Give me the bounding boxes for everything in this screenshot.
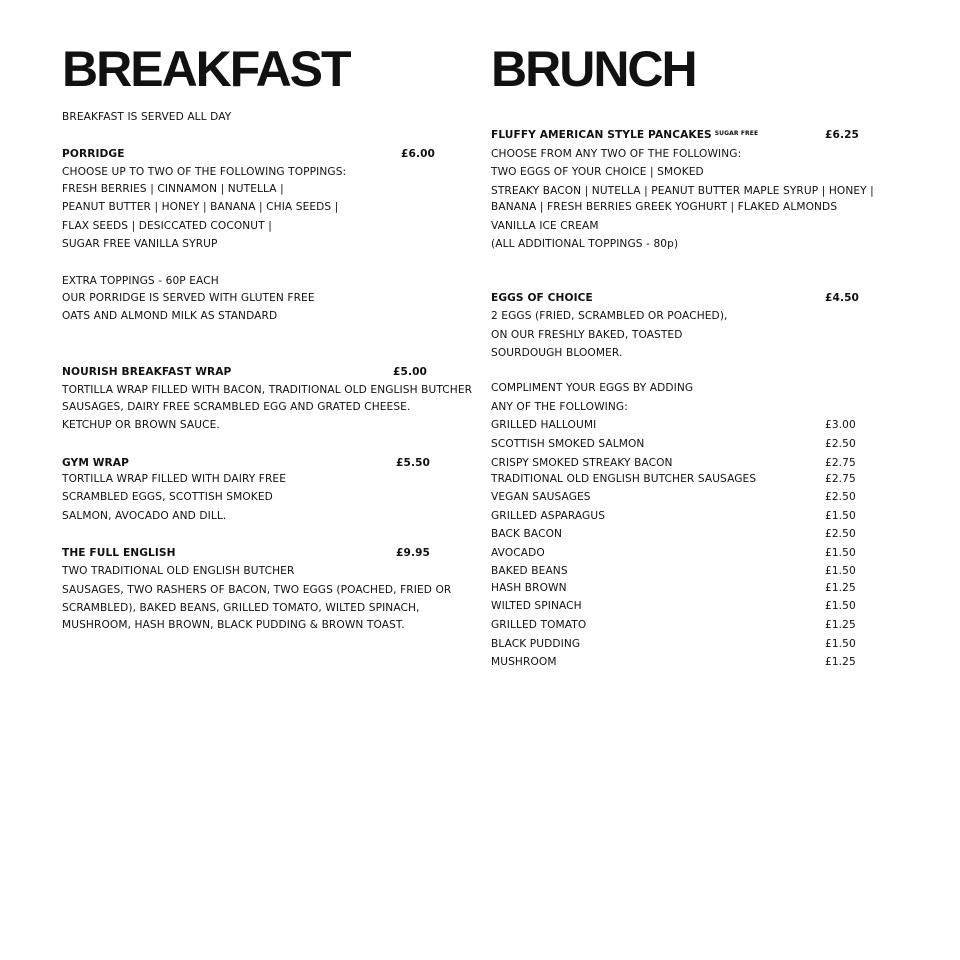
full-english-line: SCRAMBLED), BAKED BEANS, GRILLED TOMATO, WILTED SPINACH, [62,602,420,614]
pancakes-name: FLUFFY AMERICAN STYLE PANCAKES [491,129,712,141]
addon-price: £1.50 [825,565,856,577]
addon-name: WILTED SPINACH [491,600,582,612]
porridge-line: PEANUT BUTTER | HONEY | BANANA | CHIA SEEDS | [62,201,339,213]
addon-price: £1.50 [825,600,856,612]
pancakes-line: BANANA | FRESH BERRIES GREEK YOGHURT | FLAKED ALMONDS [491,201,838,213]
full-english-line: MUSHROOM, HASH BROWN, BLACK PUDDING & BROWN TOAST. [62,619,405,631]
porridge-extra: EXTRA TOPPINGS - 60P EACH [62,275,219,287]
full-english-name: THE FULL ENGLISH [62,547,176,559]
addon-price: £1.50 [825,510,856,522]
eggs-price: £4.50 [825,292,860,304]
pancakes-price: £6.25 [825,129,860,141]
addon-name: HASH BROWN [491,582,567,594]
eggs-name: EGGS OF CHOICE [491,292,593,304]
porridge-line: CHOOSE UP TO TWO OF THE FOLLOWING TOPPINGS: [62,166,347,178]
sugar-free-tag: SUGAR FREE [714,130,759,137]
porridge-line: FLAX SEEDS | DESICCATED COCONUT | [62,220,272,232]
addon-price: £1.25 [825,656,856,668]
wrap-price: £5.00 [393,366,428,378]
addon-name: MUSHROOM [491,656,557,668]
addon-name: GRILLED HALLOUMI [491,419,597,431]
addon-price: £2.50 [825,528,856,540]
addon-name: GRILLED TOMATO [491,619,587,631]
addon-name: AVOCADO [491,547,545,559]
pancakes-line: TWO EGGS OF YOUR CHOICE | SMOKED [491,166,704,178]
porridge-extra: OATS AND ALMOND MILK AS STANDARD [62,310,278,322]
addon-name: VEGAN SAUSAGES [491,491,591,503]
brunch-title: BRUNCH [491,41,696,97]
addon-name: BAKED BEANS [491,565,568,577]
porridge-price: £6.00 [401,148,436,160]
wrap-line: SAUSAGES, DAIRY FREE SCRAMBLED EGG AND GRATED CHEESE. [62,401,411,413]
porridge-line: FRESH BERRIES | CINNAMON | NUTELLA | [62,183,284,195]
full-english-line: SAUSAGES, TWO RASHERS OF BACON, TWO EGGS (POACHED, FRIED OR [62,584,452,596]
addon-name: BLACK PUDDING [491,638,581,650]
gym-wrap-line: SALMON, AVOCADO AND DILL. [62,510,227,522]
full-english-line: TWO TRADITIONAL OLD ENGLISH BUTCHER [62,565,295,577]
pancakes-line: STREAKY BACON | NUTELLA | PEANUT BUTTER MAPLE SYRUP | HONEY | [491,185,874,197]
porridge-line: SUGAR FREE VANILLA SYRUP [62,238,218,250]
addon-price: £1.25 [825,619,856,631]
eggs-line: ON OUR FRESHLY BAKED, TOASTED [491,329,683,341]
pancakes-line: VANILLA ICE CREAM [491,220,599,232]
gym-wrap-line: TORTILLA WRAP FILLED WITH DAIRY FREE [62,473,287,485]
wrap-line: KETCHUP OR BROWN SAUCE. [62,419,220,431]
eggs-line: SOURDOUGH BLOOMER. [491,347,623,359]
addon-price: £2.50 [825,491,856,503]
addon-price: £3.00 [825,419,856,431]
addon-price: £1.50 [825,547,856,559]
gym-wrap-line: SCRAMBLED EGGS, SCOTTISH SMOKED [62,491,273,503]
eggs-line: 2 EGGS (FRIED, SCRAMBLED OR POACHED), [491,310,728,322]
breakfast-intro: BREAKFAST IS SERVED ALL DAY [62,111,232,123]
addon-name: CRISPY SMOKED STREAKY BACON [491,457,673,469]
addons-intro: COMPLIMENT YOUR EGGS BY ADDING [491,382,694,394]
addon-price: £1.25 [825,582,856,594]
addon-price: £2.75 [825,457,856,469]
addon-price: £2.75 [825,473,856,485]
addon-price: £1.50 [825,638,856,650]
pancakes-heading [491,130,758,141]
addon-name: TRADITIONAL OLD ENGLISH BUTCHER SAUSAGES [491,473,757,485]
pancakes-line: CHOOSE FROM ANY TWO OF THE FOLLOWING: [491,148,742,160]
wrap-name: NOURISH BREAKFAST WRAP [62,366,232,378]
porridge-extra: OUR PORRIDGE IS SERVED WITH GLUTEN FREE [62,292,315,304]
gym-wrap-name: GYM WRAP [62,457,129,469]
porridge-name: PORRIDGE [62,148,125,160]
breakfast-title: BREAKFAST [62,41,350,97]
wrap-line: TORTILLA WRAP FILLED WITH BACON, TRADITIONAL OLD ENGLISH BUTCHER [62,384,473,396]
addon-price: £2.50 [825,438,856,450]
addon-name: BACK BACON [491,528,563,540]
full-english-price: £9.95 [396,547,431,559]
pancakes-line: (ALL ADDITIONAL TOPPINGS - 80p) [491,238,679,250]
gym-wrap-price: £5.50 [396,457,431,469]
addon-name: SCOTTISH SMOKED SALMON [491,438,645,450]
addons-intro: ANY OF THE FOLLOWING: [491,401,628,413]
addon-name: GRILLED ASPARAGUS [491,510,606,522]
